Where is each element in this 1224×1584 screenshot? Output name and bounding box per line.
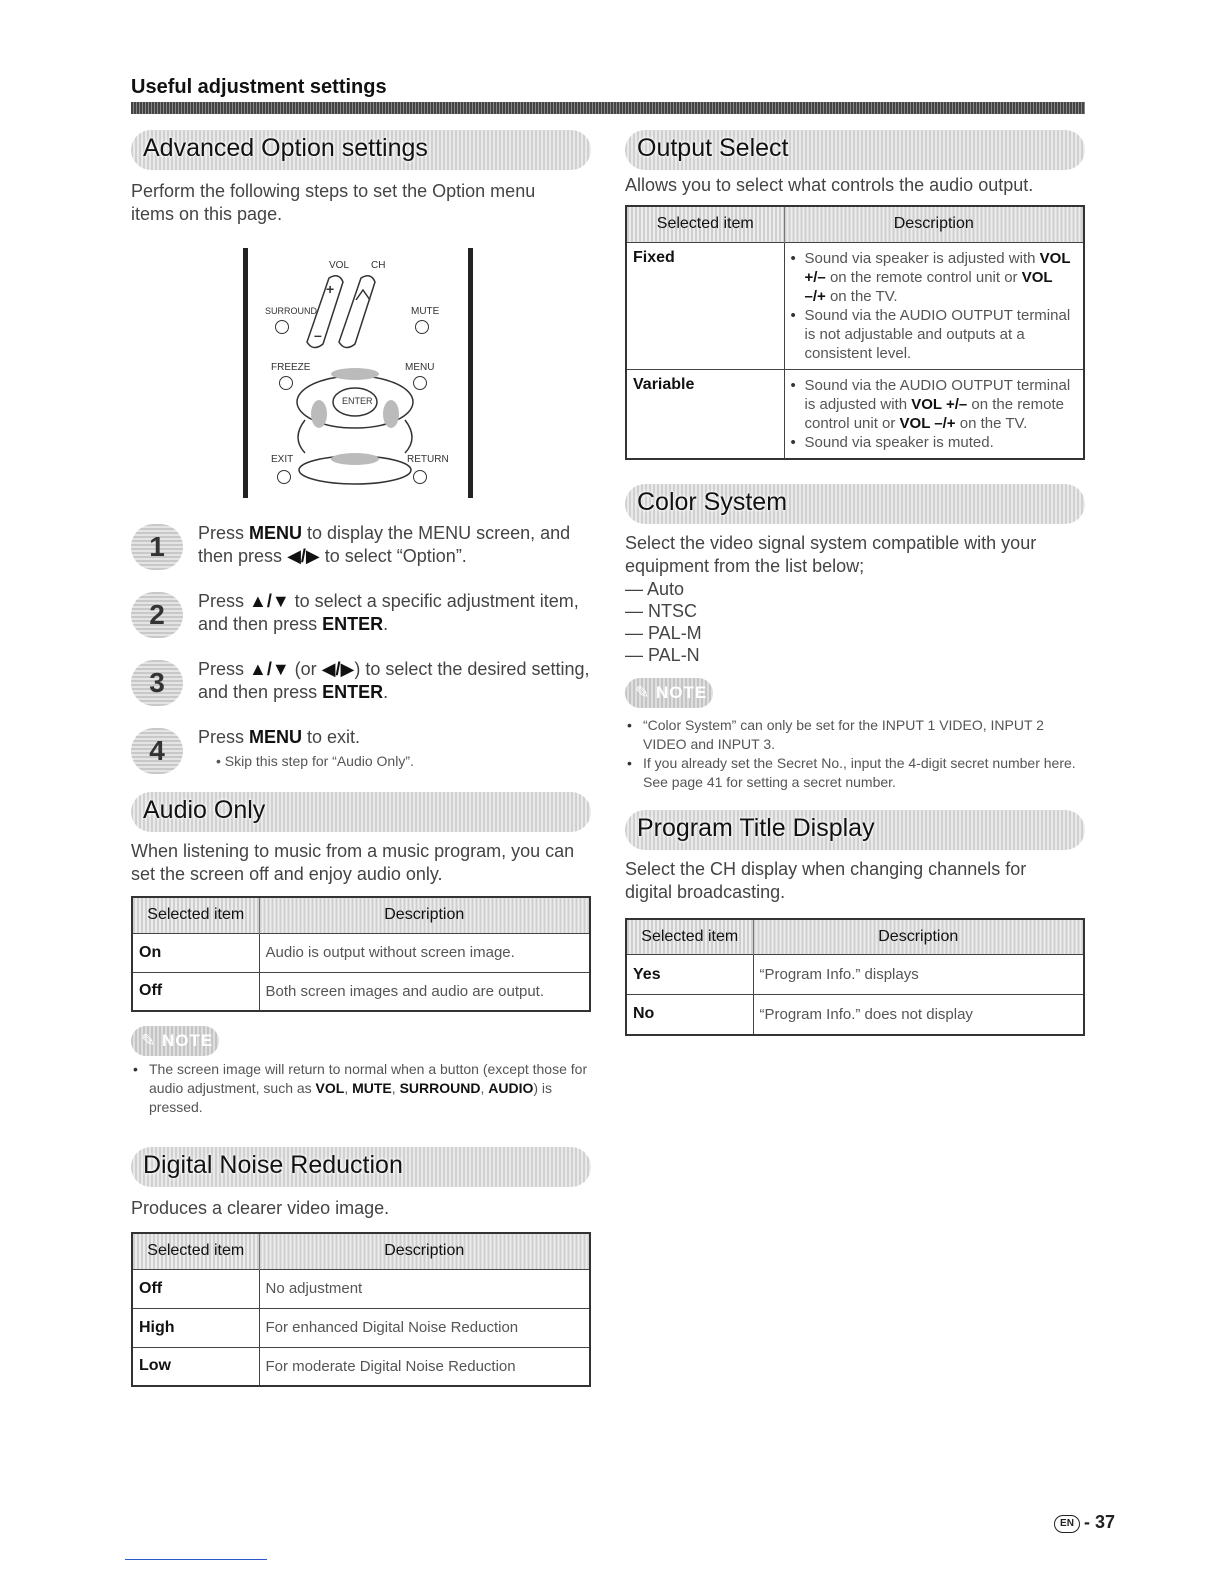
audio-only-table: [131, 896, 591, 1012]
audio-only-intro: When listening to music from a music program, you can set the screen off and enjoy audio only.: [131, 841, 575, 884]
color-system-title: Color System: [625, 484, 1085, 524]
step-4: [131, 726, 591, 770]
remote-enter-label: ENTER: [342, 396, 373, 406]
remote-ch-label: CH: [371, 260, 386, 271]
step-number-badge: 1: [131, 524, 183, 570]
dnr-table: [131, 1232, 591, 1387]
remote-freeze-button: [279, 376, 293, 390]
desc-bullet: • Sound via the AUDIO OUTPUT terminal is adjusted with VOL +/– on the remote control unit or VOL –/+ on the TV.: [791, 376, 1078, 433]
table-cell-item: Yes: [626, 955, 753, 995]
table-cell-desc: For moderate Digital Noise Reduction: [259, 1347, 590, 1386]
remote-menu-button: [413, 376, 427, 390]
program-title-intro: Select the CH display when changing channels for digital broadcasting.: [625, 858, 1027, 902]
color-system-options: [625, 578, 1085, 666]
note-list: [131, 1060, 591, 1117]
table-row: [132, 972, 590, 1011]
step-3: [131, 658, 591, 704]
table-header: Description: [784, 206, 1084, 242]
desc-bullet: • Sound via speaker is adjusted with VOL +/– on the remote control unit or VOL –/+ on the TV.: [791, 249, 1078, 306]
page-number: EN - 37: [1054, 1512, 1115, 1533]
color-system-intro: Select the video signal system compatible with your equipment from the list below;: [625, 532, 1037, 576]
table-cell-desc: Both screen images and audio are output.: [259, 972, 590, 1011]
right-column: [625, 130, 1085, 1036]
svg-text:+: +: [326, 281, 335, 297]
table-row: [132, 1308, 590, 1347]
dnr-intro: Produces a clearer video image.: [131, 1198, 390, 1218]
remote-exit-label: EXIT: [271, 454, 294, 465]
output-select-title: Output Select: [625, 130, 1085, 170]
desc-bullet: • Sound via speaker is muted.: [791, 433, 1078, 452]
color-option: — PAL-N: [625, 644, 700, 665]
advanced-option-title: Advanced Option settings: [131, 130, 591, 170]
remote-exit-button: [277, 470, 291, 484]
table-cell-desc: [784, 242, 1084, 369]
steps-list: [131, 522, 591, 770]
step-text: Press MENU to display the MENU screen, and then press ◀/▶ to select “Option”.: [198, 523, 571, 566]
remote-vol-label: VOL: [329, 260, 350, 271]
remote-return-button: [413, 470, 427, 484]
table-cell-desc: “Program Info.” does not display: [753, 995, 1084, 1035]
audio-only-note: [131, 1026, 591, 1117]
program-title-display-title: Program Title Display: [625, 810, 1085, 850]
table-row: [626, 995, 1084, 1035]
note-item: • “Color System” can only be set for the INPUT 1 VIDEO, INPUT 2 VIDEO and INPUT 3.: [625, 716, 1085, 754]
table-cell-item: Fixed: [626, 242, 784, 369]
step-text: Press ▲/▼ to select a specific adjustment item, and then press ENTER.: [198, 591, 579, 634]
table-header: Selected item: [626, 919, 753, 955]
left-column: [131, 130, 591, 1387]
table-cell-item: High: [132, 1308, 259, 1347]
table-cell-item: Low: [132, 1347, 259, 1386]
table-header: Selected item: [132, 1233, 259, 1269]
table-row: [132, 1269, 590, 1308]
advanced-intro: Perform the following steps to set the Option menu items on this page.: [131, 181, 536, 224]
svg-text:–: –: [314, 327, 322, 343]
table-header: Description: [259, 897, 590, 933]
color-option: — NTSC: [625, 600, 697, 621]
step-text: Press MENU to exit.: [198, 727, 361, 747]
page-header: Useful adjustment settings: [131, 76, 387, 98]
dnr-title: Digital Noise Reduction: [131, 1147, 591, 1187]
table-row: [626, 955, 1084, 995]
table-row: [132, 933, 590, 972]
color-option: — PAL-M: [625, 622, 702, 643]
remote-mute-label: MUTE: [411, 306, 440, 317]
table-cell-desc: No adjustment: [259, 1269, 590, 1308]
step-text: Press ▲/▼ (or ◀/▶) to select the desired setting, and then press ENTER.: [198, 659, 590, 702]
table-cell-desc: “Program Info.” displays: [753, 955, 1084, 995]
step-1: [131, 522, 591, 568]
table-cell-desc: [784, 369, 1084, 459]
remote-return-label: RETURN: [407, 454, 449, 465]
table-cell-desc: For enhanced Digital Noise Reduction: [259, 1308, 590, 1347]
table-cell-item: No: [626, 995, 753, 1035]
table-row: [626, 242, 1084, 369]
output-select-intro: Allows you to select what controls the audio output.: [625, 175, 1034, 195]
note-list: [625, 716, 1085, 792]
table-cell-item: Variable: [626, 369, 784, 459]
header-rule: [131, 102, 1085, 114]
desc-bullet: • Sound via the AUDIO OUTPUT terminal is not adjustable and outputs at a consistent level.: [791, 306, 1078, 363]
audio-only-title: Audio Only: [131, 792, 591, 832]
table-header: Description: [753, 919, 1084, 955]
table-cell-item: On: [132, 933, 259, 972]
note-item: • If you already set the Secret No., input the 4-digit secret number here. See page 41 for setting a secret number.: [625, 754, 1085, 792]
remote-surround-label: SURROUND: [265, 306, 318, 316]
table-header: Description: [259, 1233, 590, 1269]
output-select-table: [625, 205, 1085, 460]
step-number-badge: 2: [131, 592, 183, 638]
table-cell-item: Off: [132, 972, 259, 1011]
table-header: Selected item: [132, 897, 259, 933]
note-badge: ✎ NOTE: [625, 678, 713, 708]
table-cell-item: Off: [132, 1269, 259, 1308]
table-row: [626, 369, 1084, 459]
remote-freeze-label: FREEZE: [271, 362, 311, 373]
desc-bullets: [791, 376, 1078, 452]
step-2: [131, 590, 591, 636]
remote-mute-button: [415, 320, 429, 334]
table-cell-desc: Audio is output without screen image.: [259, 933, 590, 972]
program-title-table: [625, 918, 1085, 1036]
color-system-note: [625, 678, 1085, 792]
language-badge: EN: [1054, 1515, 1080, 1533]
table-header: Selected item: [626, 206, 784, 242]
color-option: — Auto: [625, 578, 685, 599]
remote-illustration: [243, 248, 473, 498]
remote-surround-button: [275, 320, 289, 334]
note-badge: ✎ NOTE: [131, 1026, 219, 1056]
note-item: • The screen image will return to normal when a button (except those for audio adjustment, such as VOL, MUTE, SURROUND, AUDIO) is pressed.: [131, 1060, 591, 1117]
step-number-badge: 4: [131, 728, 183, 774]
footer-line: [125, 1559, 267, 1560]
step-subnote: • Skip this step for “Audio Only”.: [216, 753, 414, 769]
desc-bullets: [791, 249, 1078, 363]
table-row: [132, 1347, 590, 1386]
remote-menu-label: MENU: [405, 362, 435, 373]
step-number-badge: 3: [131, 660, 183, 706]
